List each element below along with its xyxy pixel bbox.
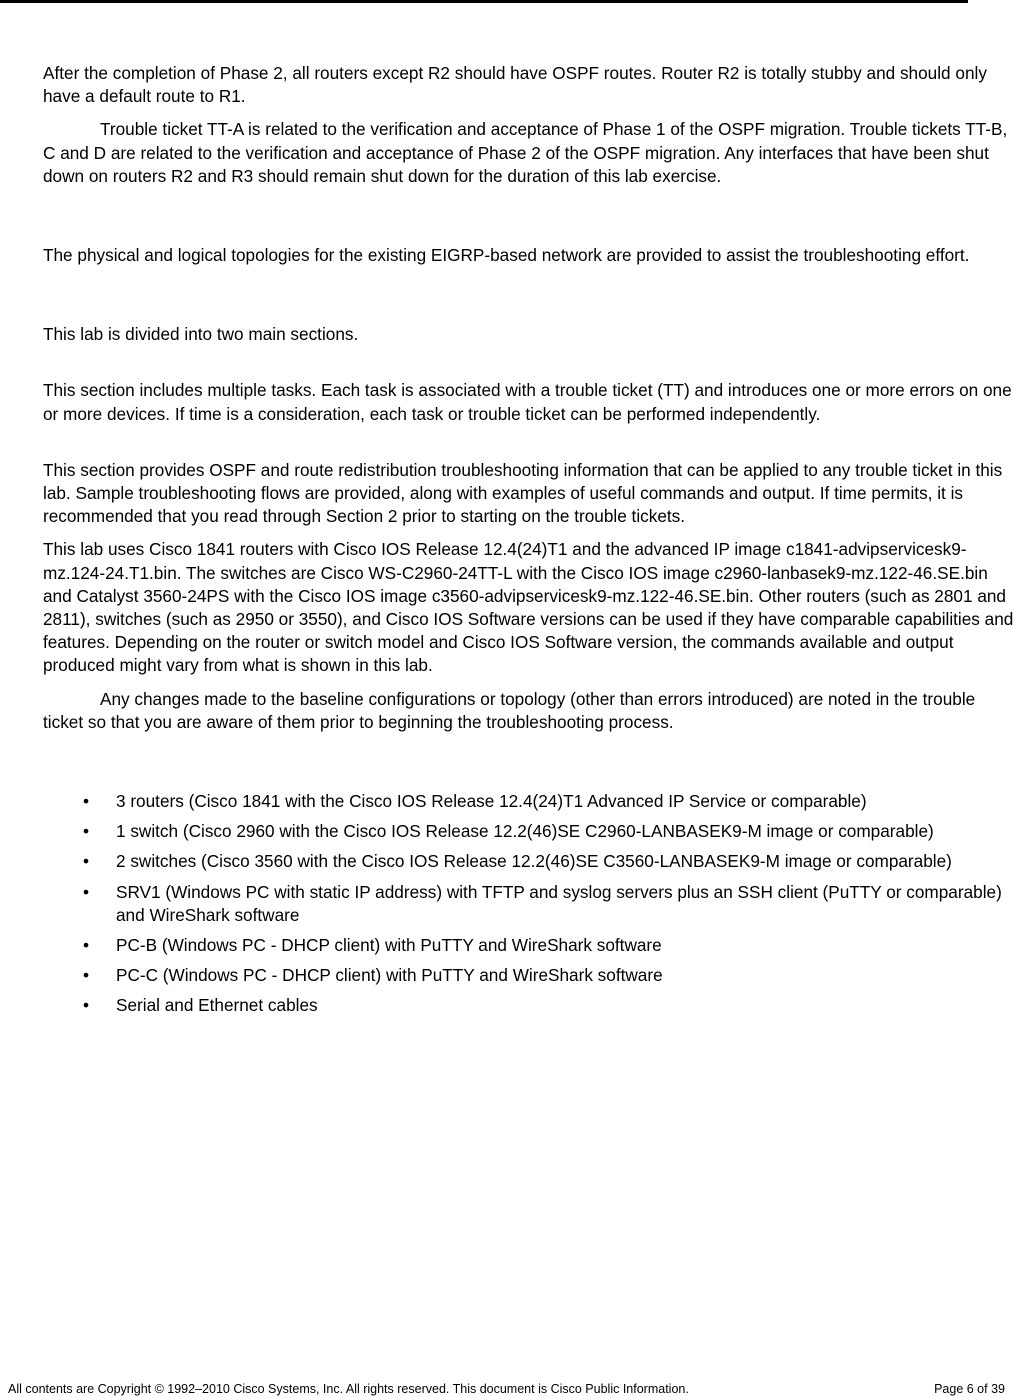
bullet-icon: •	[83, 995, 90, 1016]
list-item: • 3 routers (Cisco 1841 with the Cisco IOS Release 12.4(24)T1 Advanced IP Service or comparable)	[43, 790, 1013, 813]
list-item: • PC-C (Windows PC - DHCP client) with PuTTY and WireShark software	[43, 964, 1013, 987]
bullet-icon: •	[83, 791, 90, 812]
bullet-icon: •	[83, 851, 90, 872]
bullet-icon: •	[83, 965, 90, 986]
paragraph-topologies: The physical and logical topologies for the existing EIGRP-based network are provided to assist the troubleshooting effort.	[43, 245, 970, 266]
header-rule	[0, 0, 968, 3]
list-item: • SRV1 (Windows PC with static IP address) with TFTP and syslog servers plus an SSH client (PuTTY or comparable) and WireShark software	[83, 881, 1002, 925]
list-item: • Serial and Ethernet cables	[43, 994, 1013, 1017]
paragraph-baseline-changes: Any changes made to the baseline configurations or topology (other than errors introduced) are noted in the trouble ticket so that you are aware of them prior to beginning the troubleshooting process.	[43, 688, 976, 732]
footer-copyright: All contents are Copyright © 1992–2010 Cisco Systems, Inc. All rights reserved. This document is Cisco Public Information.	[8, 1382, 689, 1396]
paragraph-lab-sections: This lab is divided into two main sections.	[43, 324, 359, 345]
list-item: • PC-B (Windows PC - DHCP client) with PuTTY and WireShark software	[43, 934, 1013, 957]
bullet-icon: •	[83, 821, 90, 842]
paragraph-section1: This section includes multiple tasks. Each task is associated with a trouble ticket (TT) and introduces one or more errors on one or more devices. If time is a consideration, each task or trouble ticket can be performed independently.	[43, 380, 1012, 424]
bullet-icon: •	[83, 935, 90, 956]
equipment-list	[43, 790, 1013, 1018]
paragraph-phase2-summary: After the completion of Phase 2, all routers except R2 should have OSPF routes. Router R2 is totally stubby and should only have a default route to R1.	[43, 63, 987, 107]
list-item: • 2 switches (Cisco 3560 with the Cisco IOS Release 12.2(46)SE C3560-LANBASEK9-M image or comparable)	[43, 850, 1013, 873]
document-body	[43, 62, 1013, 1025]
bullet-icon: •	[83, 881, 90, 902]
paragraph-trouble-tickets: Trouble ticket TT-A is related to the verification and acceptance of Phase 1 of the OSPF migration. Trouble tickets TT-B, C and D are related to the verification and acceptance of Phase 2 of the OSPF migration. Any interfaces that have been shut down on routers R2 and R3 should remain shut down for the duration of this lab exercise.	[43, 119, 1008, 186]
paragraph-section2: This section provides OSPF and route redistribution troubleshooting information that can be applied to any trouble ticket in this lab. Sample troubleshooting flows are provided, along with examples of useful commands and output. If time permits, it is recommended that you read through Section 2 prior to starting on the trouble tickets.	[43, 459, 1003, 527]
list-item: • 1 switch (Cisco 2960 with the Cisco IOS Release 12.2(46)SE C2960-LANBASEK9-M image or comparable)	[43, 820, 1013, 843]
page-number: Page 6 of 39	[934, 1382, 1005, 1396]
paragraph-equipment-versions: This lab uses Cisco 1841 routers with Cisco IOS Release 12.4(24)T1 and the advanced IP image c1841-advipservicesk9-mz.124-24.T1.bin. The switches are Cisco WS-C2960-24TT-L with the Cisco IOS image c2960-lanbasek9-mz.122-46.SE.bin and Catalyst 3560-24PS with the Cisco IOS image c3560-advipservicesk9-mz.122-46.SE.bin. Other routers (such as 2801 and 2811), switches (such as 2950 or 3550), and Cisco IOS Software versions can be used if they have comparable capabilities and features. Depending on the router or switch model and Cisco IOS Software version, the commands available and output produced might vary from what is shown in this lab.	[43, 539, 1013, 676]
